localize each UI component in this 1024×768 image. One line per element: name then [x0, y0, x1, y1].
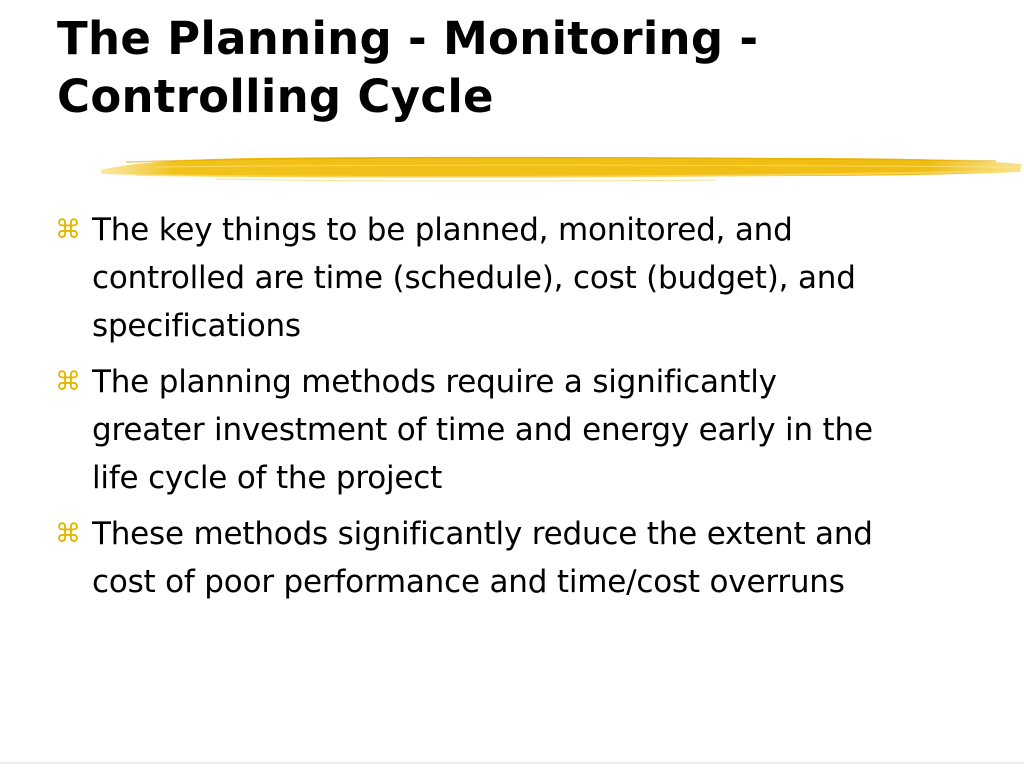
bullet-item-1 — [55, 206, 1005, 350]
bullet-text-line: greater investment of time and energy early in the — [92, 412, 873, 448]
bullet-text-line: These methods significantly reduce the extent and — [92, 516, 873, 552]
bullet-text-line: cost of poor performance and time/cost overruns — [92, 564, 845, 600]
slide-title — [57, 10, 997, 126]
slide-title-line-1: The Planning - Monitoring - — [57, 12, 759, 65]
title-underline-brush — [96, 148, 1024, 188]
footer-divider — [0, 762, 1024, 764]
bullet-item-2 — [55, 358, 1005, 502]
command-key-icon: ⌘ — [55, 519, 81, 549]
bullet-item-3 — [55, 510, 1005, 606]
bullet-text — [92, 206, 1005, 350]
bullet-text-line: The key things to be planned, monitored, and — [92, 212, 793, 248]
bullet-text-line: specifications — [92, 308, 301, 344]
slide-title-line-2: Controlling Cycle — [57, 70, 494, 123]
command-key-icon: ⌘ — [55, 367, 81, 397]
bullet-text-line: controlled are time (schedule), cost (budget), and — [92, 260, 856, 296]
bullet-text — [92, 358, 1005, 502]
bullet-text-line: life cycle of the project — [92, 460, 443, 496]
bullet-list — [55, 206, 1005, 614]
bullet-text — [92, 510, 1005, 606]
bullet-text-line: The planning methods require a significantly — [92, 364, 777, 400]
command-key-icon: ⌘ — [55, 215, 81, 245]
